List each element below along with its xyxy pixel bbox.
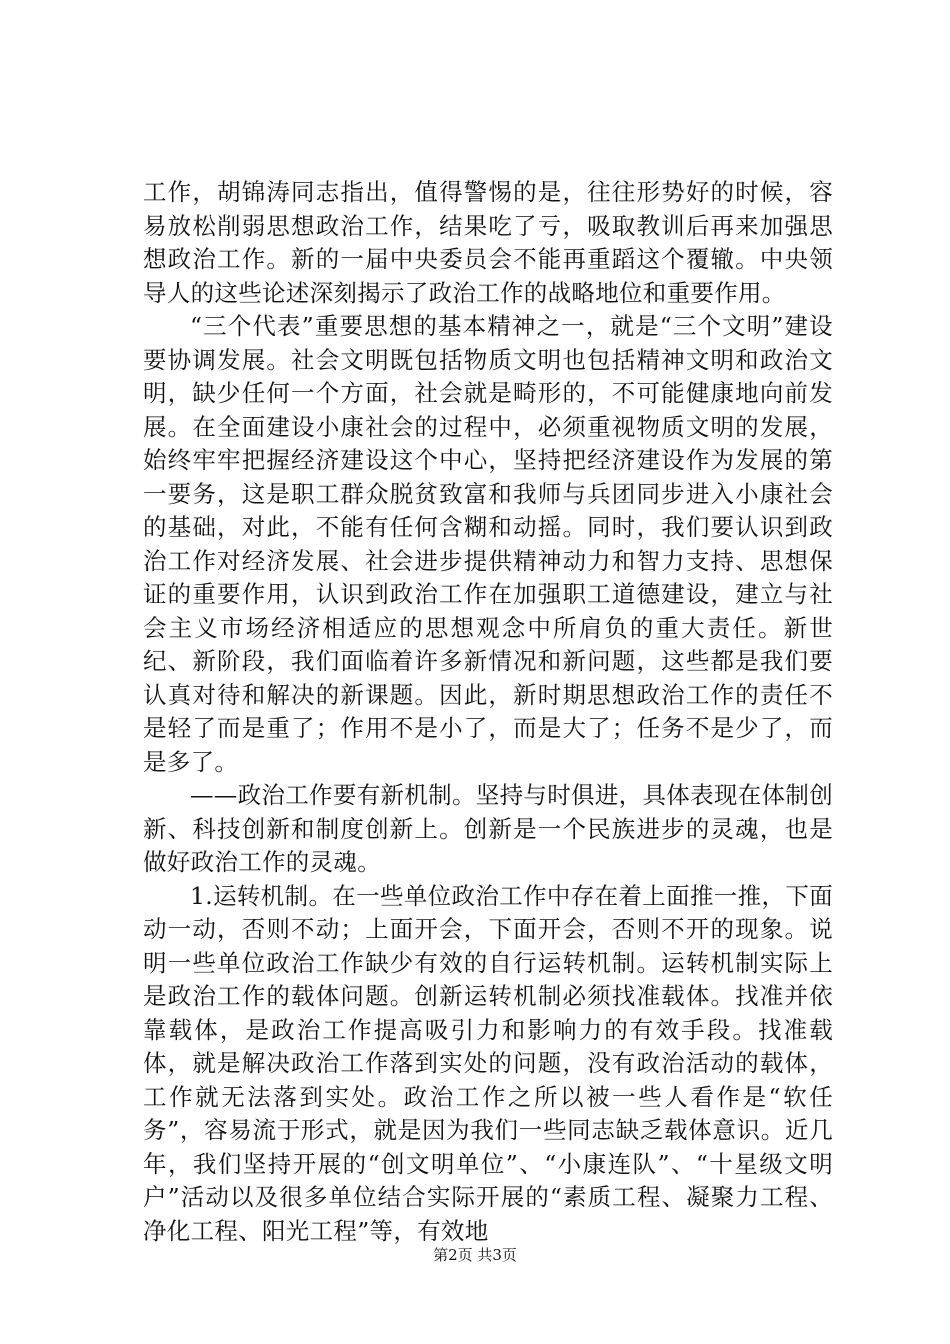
paragraph-4: 1.运转机制。在一些单位政治工作中存在着上面推一推，下面动一动，否则不动；上面开会，下面开会，否则不开的现象。说明一些单位政治工作缺少有效的自行运转机制。运转机制实际上是政治工作的载体问题。创新运转机制必须找准载体。找准并依靠载体，是政治工作提高吸引力和影响力的有效手段。找准载体，就是解决政治工作落到实处的问题，没有政治活动的载体，工作就无法落到实处。政治工作之所以被一些人看作是“软任务”，容易流于形式，就是因为我们一些同志缺乏载体意识。近几年，我们坚持开展的“创文明单位”、“小康连队”、“十星级文明户”活动以及很多单位结合实际开展的“素质工程、凝聚力工程、净化工程、阳光工程”等，有效地 — [143, 881, 833, 1245]
paragraph-1: 工作，胡锦涛同志指出，值得警惕的是，往往形势好的时候，容易放松削弱思想政治工作，结果吃了亏，吸取教训后再来加强思想政治工作。新的一届中央委员会不能再重蹈这个覆辙。中央领导人的这些论述深刻揭示了政治工作的战略地位和重要作用。 — [143, 178, 833, 307]
paragraph-3: ——政治工作要有新机制。坚持与时俱进，具体表现在体制创新、科技创新和制度创新上。创新是一个民族进步的灵魂，也是做好政治工作的灵魂。 — [143, 781, 833, 876]
page-footer: 第2页 共3页 — [433, 1246, 517, 1264]
paragraph-2: “三个代表”重要思想的基本精神之一，就是“三个文明”建设要协调发展。社会文明既包括物质文明也包括精神文明和政治文明，缺少任何一个方面，社会就是畸形的，不可能健康地向前发展。在全面建设小康社会的过程中，必须重视物质文明的发展，始终牢牢把握经济建设这个中心，坚持把经济建设作为发展的第一要务，这是职工群众脱贫致富和我师与兵团同步进入小康社会的基础，对此，不能有任何含糊和动摇。同时，我们要认识到政治工作对经济发展、社会进步提供精神动力和智力支持、思想保证的重要作用，认识到政治工作在加强职工道德建设，建立与社会主义市场经济相适应的思想观念中所肩负的重大责任。新世纪、新阶段，我们面临着许多新情况和新问题，这些都是我们要认真对待和解决的新课题。因此，新时期思想政治工作的责任不是轻了而是重了；作用不是小了，而是大了；任务不是少了，而是多了。 — [143, 312, 833, 776]
document-body — [143, 176, 833, 1248]
